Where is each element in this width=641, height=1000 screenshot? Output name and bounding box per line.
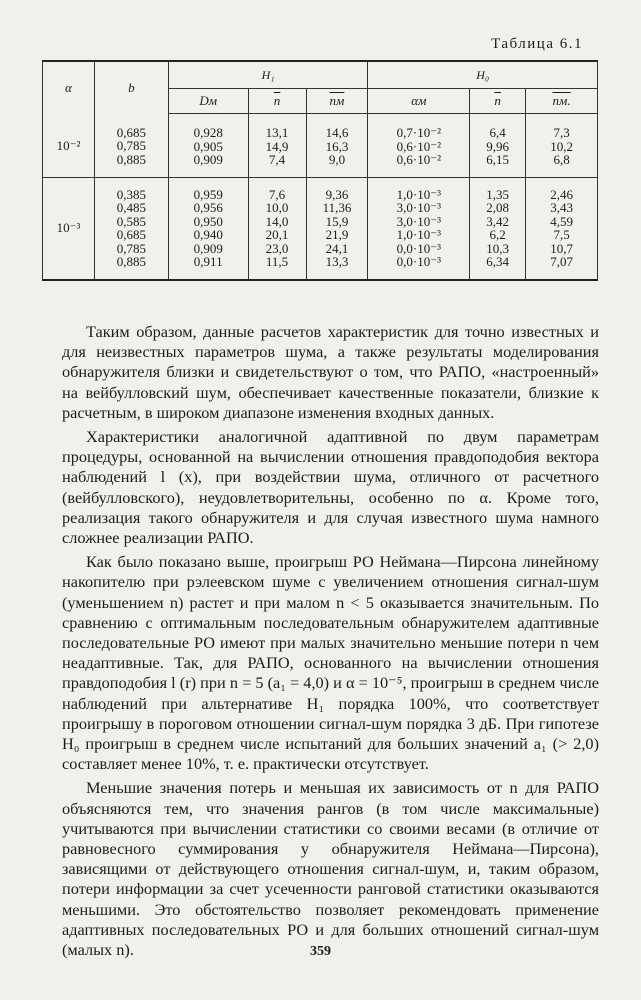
cell-alpham: 1,0·10⁻³ xyxy=(396,227,441,242)
cell-dm: 0,928 xyxy=(193,125,223,140)
cell-alpham: 0,6·10⁻² xyxy=(396,152,441,167)
cell-n0: 6,15 xyxy=(486,152,510,167)
cell-nm: 9,0 xyxy=(328,152,346,167)
page-number: 359 xyxy=(310,944,331,959)
cell-alpha: 10⁻³ xyxy=(43,177,95,280)
cell-n: 11,5 xyxy=(265,254,289,269)
header-b: b xyxy=(94,61,168,114)
cell-b: 0,585 xyxy=(116,213,146,229)
cell-n: 20,1 xyxy=(265,227,289,242)
paragraph: Меньшие значения потерь и меньшая их зависимость от n для РАПО объясняются тем, что значения рангов (в том числе максимальные) учитываются при вычислении статистики со своими весами (в отличие от равновесного суммирования у обнаружителя Неймана—Пирсона), зависящими от действующего отношения сигнал-шум, и, таким образом, потери информации за счет усеченности ранговой статистики оказываются меньшими. Это обстоятельство позволяет рекомендовать применение адаптивных последовательных РО и для больших отношений сигнал-шум (малых n). xyxy=(62,778,599,960)
cell-nm: 24,1 xyxy=(325,240,349,256)
header-alpha: α xyxy=(43,61,95,114)
body-text xyxy=(62,322,599,964)
cell-alpham: 0,7·10⁻² xyxy=(396,125,441,140)
cell-n: 13,1 xyxy=(265,125,289,140)
header-nm: nм xyxy=(306,89,368,114)
cell-nm0: 2,46 xyxy=(550,186,573,202)
header-group-h0: H₀ xyxy=(368,61,598,89)
cell-n0: 1,35 xyxy=(486,186,510,202)
cell-b: 0,385 xyxy=(116,186,146,202)
cell-alpham: 1,0·10⁻³ xyxy=(396,186,441,202)
cell-b: 0,685 xyxy=(116,227,146,242)
cell-dm: 0,905 xyxy=(193,138,223,154)
cell-dm: 0,909 xyxy=(193,152,223,167)
header-group-h1: H₁ xyxy=(168,61,368,89)
header-n0: $\overline{n}$ xyxy=(470,89,526,114)
cell-dm: 0,956 xyxy=(193,200,223,215)
cell-nm0: 10,7 xyxy=(550,240,573,256)
cell-nm0: 10,2 xyxy=(550,138,573,154)
cell-alpham: 3,0·10⁻³ xyxy=(396,213,441,229)
cell-b: 0,685 xyxy=(116,124,146,140)
cell-n0: 6,4 xyxy=(489,125,506,140)
cell-n: 23,0 xyxy=(265,240,289,256)
cell-nm0: 7,07 xyxy=(550,254,573,269)
cell-dm: 0,940 xyxy=(193,227,223,242)
cell-nm: 9,36 xyxy=(325,186,349,202)
cell-b: 0,785 xyxy=(116,138,146,154)
cell-nm: 15,9 xyxy=(325,213,349,229)
cell-nm: 16,3 xyxy=(325,138,349,154)
cell-n0: 3,42 xyxy=(486,213,510,229)
cell-n0: 10,3 xyxy=(486,240,510,256)
table-caption: Таблица 6.1 xyxy=(491,36,583,52)
cell-nm: 21,9 xyxy=(325,227,349,242)
cell-n0: 9,96 xyxy=(486,138,510,154)
cell-nm0: 7,5 xyxy=(553,227,570,242)
cell-alpham: 0,6·10⁻² xyxy=(396,138,441,154)
header-dm: Dм xyxy=(168,89,248,114)
cell-n: 14,0 xyxy=(265,213,289,229)
cell-n0: 6,34 xyxy=(486,254,510,269)
cell-alpham: 3,0·10⁻³ xyxy=(396,200,441,215)
cell-b: 0,485 xyxy=(116,200,146,215)
cell-nm0: 7,3 xyxy=(553,125,570,140)
results-table xyxy=(42,60,598,281)
cell-alpha: 10⁻² xyxy=(43,114,95,178)
header-nm0: nм. xyxy=(526,89,598,114)
cell-nm: 13,3 xyxy=(325,254,349,269)
cell-dm: 0,950 xyxy=(193,213,223,229)
cell-nm0: 6,8 xyxy=(553,152,570,167)
header-alpham: αм xyxy=(368,89,470,114)
cell-alpham: 0,0·10⁻³ xyxy=(396,240,441,256)
cell-n: 7,6 xyxy=(268,186,286,202)
cell-nm: 14,6 xyxy=(325,125,349,140)
paragraph: Таким образом, данные расчетов характеристик для точно известных и для неизвестных параметров шума, а также результаты моделирования обнаружителя близки и свидетельствуют о том, что РАПО, «настроенный» на вейбулловский шум, обеспечивает качественные показатели, близкие к расчетным, в широком диапазоне изменения входных данных. xyxy=(62,322,599,422)
cell-n0: 2,08 xyxy=(486,200,510,215)
cell-n: 10,0 xyxy=(265,200,289,215)
cell-b: 0,885 xyxy=(116,254,146,269)
header-n: $\overline{n}$ xyxy=(248,89,306,114)
table-row-group-1 xyxy=(43,114,598,178)
cell-b: 0,885 xyxy=(116,151,146,167)
cell-n: 7,4 xyxy=(268,152,286,167)
cell-dm: 0,911 xyxy=(193,254,223,269)
cell-n: 14,9 xyxy=(265,138,289,154)
cell-nm: 11,36 xyxy=(322,200,352,215)
cell-dm: 0,959 xyxy=(193,186,223,202)
cell-dm: 0,909 xyxy=(193,240,223,256)
cell-n0: 6,2 xyxy=(489,227,506,242)
cell-b: 0,785 xyxy=(116,240,146,256)
paragraph: Как было показано выше, проигрыш РО Неймана—Пирсона линейному накопителю при рэлеевском шуме с увеличением отношения сигнал-шум (уменьшением n) растет и при малом n < 5 оказывается значительным. По сравнению с оптимальным последовательным обнаружителем адаптивные последовательные РО имеют при малых значительно меньшие потери n чем неадаптивные. Так, для РАПО, основанного на вычислении отношения правдоподобия l (r) при n = 5 (a₁ = 4,0) и α = 10⁻⁵, проигрыш в среднем числе наблюдений при альтернативе H₁ порядка 100%, что соответствует проигрышу в пороговом отношении сигнал-шум порядка 3 дБ. При гипотезе H₀ проигрыш в среднем числе испытаний для больших значений a₁ (> 2,0) составляет менее 10%, т. е. практически отсутствует. xyxy=(62,552,599,774)
cell-nm0: 4,59 xyxy=(550,213,573,229)
cell-alpham: 0,0·10⁻³ xyxy=(396,254,441,269)
table-row-group-2 xyxy=(43,177,598,280)
cell-nm0: 3,43 xyxy=(550,200,573,215)
paragraph: Характеристики аналогичной адаптивной по двум параметрам процедуры, основанной на вычислении отношения правдоподобия вектора наблюдений l (x), при воздействии шума, отличного от расчетного (вейбулловского), неудовлетворительны, особенно по α. Кроме того, реализация такого обнаружителя и для случая известного шума намного сложнее реализации РАПО. xyxy=(62,427,599,548)
